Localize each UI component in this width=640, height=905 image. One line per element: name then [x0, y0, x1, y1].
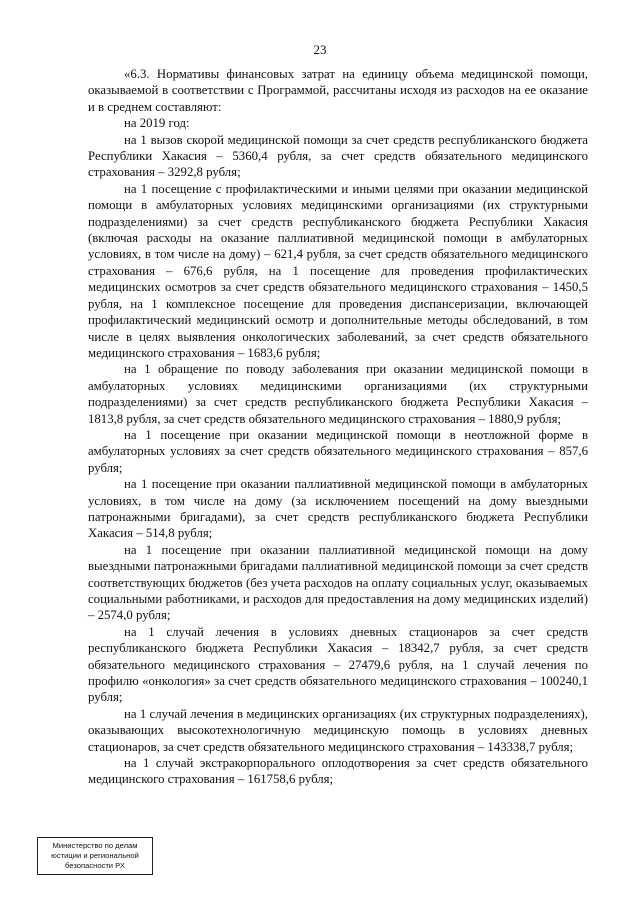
paragraph-urgent-visit: на 1 посещение при оказании медицинской помощи в неотложной форме в амбулаторных условиях за счет средств обязательного медицинского страхования – 857,6 рубля; [88, 427, 588, 475]
paragraph-high-tech-care: на 1 случай лечения в медицинских организациях (их структурных подразделениях), оказывающих высокотехнологичную медицинскую помощь в условиях дневных стационаров, за счет средств обязательного медицинского страхования – 143338,7 рубля; [88, 706, 588, 754]
stamp-line-2: юстиции и региональной [51, 851, 139, 860]
paragraph-ivf: на 1 случай экстракорпорального оплодотворения за счет средств обязательного медицинского страхования – 161758,6 рубля; [88, 756, 588, 787]
stamp-line-1: Министерство по делам [52, 841, 138, 850]
document-body [88, 66, 588, 788]
paragraph-prophylactic-visit: на 1 посещение с профилактическими и иными целями при оказании медицинской помощи в амбулаторных условиях медицинскими организациями (их структурными подразделениями) за счет средств республиканского бюджета Республики Хакасия (включая расходы на оказание паллиативной медицинской помощи в амбулаторных условиях, в том числе на дому) – 621,4 рубля, за счет средств обязательного медицинского страхования – 676,6 рубля, на 1 посещение для проведения профилактических медицинских осмотров за счет средств обязательного медицинского страхования – 1450,5 рубля, на 1 комплексное посещение для проведения диспансеризации, включающей профилактический медицинский осмотр и дополнительные методы обследований, в том числе в целях выявления онкологических заболеваний, за счет средств обязательного медицинского страхования – 1683,6 рубля; [88, 181, 588, 360]
page-number: 23 [313, 42, 327, 57]
ministry-stamp [37, 837, 153, 875]
stamp-line-3: безопасности РХ [65, 861, 125, 870]
paragraph-palliative-home-visit: на 1 посещение при оказании паллиативной медицинской помощи на дому выездными патронажными бригадами паллиативной медицинской помощи за счет средств соответствующих бюджетов (без учета расходов на оплату социальных услуг, оказываемых социальными работниками, и расходов для предоставления на дому медицинских изделий) – 2574,0 рубля; [88, 542, 588, 623]
paragraph-palliative-visit: на 1 посещение при оказании паллиативной медицинской помощи в амбулаторных условиях, в том числе на дому (за исключением посещений на дому выездными патронажными бригадами), за счет средств республиканского бюджета Республики Хакасия – 514,8 рубля; [88, 477, 588, 541]
paragraph-intro: «6.3. Нормативы финансовых затрат на единицу объема медицинской помощи, оказываемой в соответствии с Программой, рассчитаны исходя из расходов на ее оказание и в среднем составляют: [88, 67, 588, 114]
paragraph-year: на 2019 год: [124, 116, 190, 131]
paragraph-ambulance: на 1 вызов скорой медицинской помощи за счет средств республиканского бюджета Республики Хакасия – 5360,4 рубля, за счет средств обязательного медицинского страхования – 3292,8 рубля; [88, 132, 588, 180]
paragraph-disease-appeal: на 1 обращение по поводу заболевания при оказании медицинской помощи в амбулаторных условиях медицинскими организациями (их структурными подразделениями) за счет средств республиканского бюджета Республики Хакасия – 1813,8 рубля, за счет средств обязательного медицинского страхования – 1880,9 рубля; [88, 362, 588, 426]
paragraph-day-hospital: на 1 случай лечения в условиях дневных стационаров за счет средств республиканского бюджета Республики Хакасия – 18342,7 рубля, за счет средств обязательного медицинского страхования – 27479,6 рубля, на 1 случай лечения по профилю «онкология» за счет средств обязательного медицинского страхования – 100240,1 рубля; [88, 624, 588, 705]
